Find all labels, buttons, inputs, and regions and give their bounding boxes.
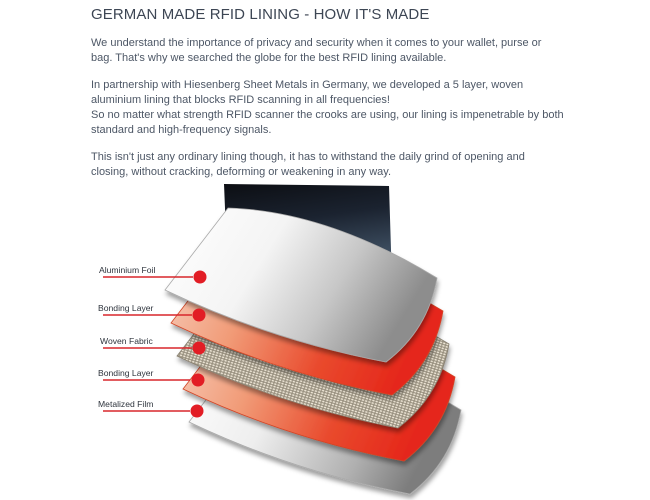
layer-label-metalized-film: Metalized Film [98,399,154,409]
page-title: GERMAN MADE RFID LINING - HOW IT'S MADE [91,6,430,23]
layer-marker-dot [194,271,207,284]
paragraph-intro: We understand the importance of privacy and security when it comes to your wallet, purse or bag. That's why we searched the globe for the best RFID lining available. [91,37,542,64]
layer-label-bonding-upper: Bonding Layer [98,303,154,313]
paragraph-durability: This isn't just any ordinary lining though, it has to withstand the daily grind of opening and closing, without cracking, deforming or weakening in any way. [91,151,525,178]
layer-label-bonding-lower: Bonding Layer [98,368,154,378]
layer-label-aluminium-foil: Aluminium Foil [99,265,156,275]
layer-marker-dot [193,342,206,355]
layer-label-woven-fabric: Woven Fabric [100,336,153,346]
layer-marker-dot [192,374,205,387]
layer-marker-dot [193,309,206,322]
paragraph-partnership-line2: So no matter what strength RFID scanner the crooks are using, our lining is impenetrable by both standard and high-frequency signals. [91,109,564,136]
layer-marker-dot [191,405,204,418]
paragraph-partnership-line1: In partnership with Hiesenberg Sheet Metals in Germany, we developed a 5 layer, woven aluminium lining that blocks RFID scanning in all frequencies! [91,79,524,106]
